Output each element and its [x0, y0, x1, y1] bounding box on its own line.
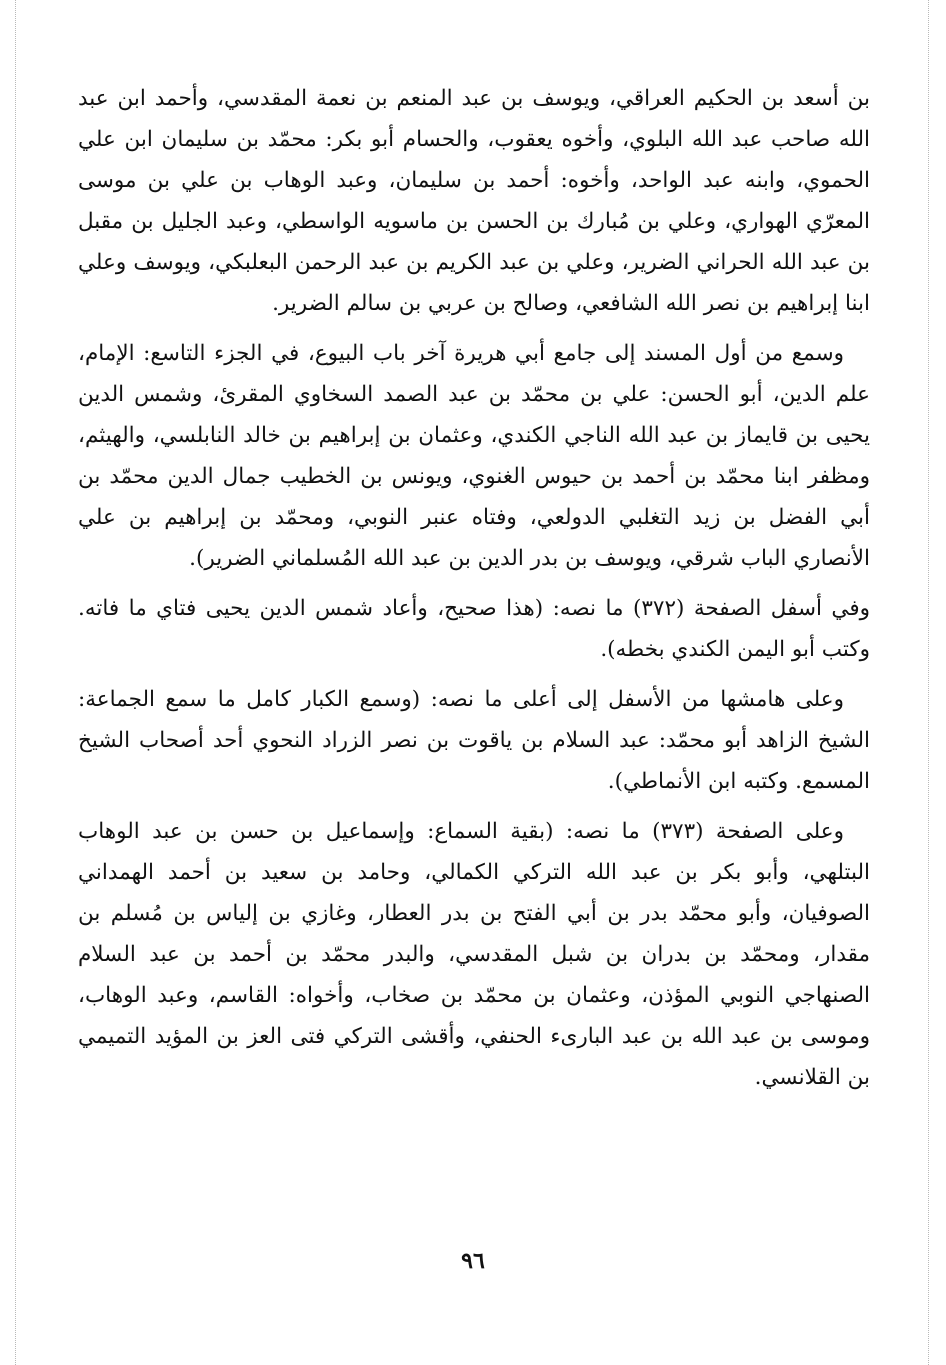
paragraph-2: وسمع من أول المسند إلى جامع أبي هريرة آخر باب البيوع، في الجزء التاسع: الإمام، علم الدين، أبو الحسن: علي بن محمّد بن عبد الصمد السخاوي المقرئ، وشمس الدين يحيى بن قايماز بن عبد الله الناجي الكندي، وعثمان بن إبراهيم بن خالد النابلسي، والهيثم، ومظفر ابنا محمّد بن أحمد بن حيوس الغنوي، ويونس بن الخطيب جمال الدين محمّد بن أبي الفضل بن زيد التغلبي الدولعي، وفتاه عنبر النوبي، ومحمّد بن إبراهيم بن علي الأنصاري الباب شرقي، ويوسف بن بدر الدين بن عبد الله المُسلماني الضرير).: [78, 341, 870, 571]
body-text: [78, 78, 870, 1107]
paragraph-3: وفي أسفل الصفحة (٣٧٢) ما نصه: (هذا صحيح، وأعاد شمس الدين يحيى فتاي ما فاته. وكتب أبو اليمن الكندي بخطه).: [78, 596, 870, 662]
scan-edge-right: [928, 0, 929, 1365]
paragraph-1: بن أسعد بن الحكيم العراقي، ويوسف بن عبد المنعم بن نعمة المقدسي، وأحمد ابن عبد الله صاحب عبد الله البلوي، وأخوه يعقوب، والحسام أبو بكر: محمّد بن سليمان ابن علي الحموي، وابنه عبد الواحد، وأخوه: أحمد بن سليمان، وعبد الوهاب بن علي بن موسى المعرّي الهواري، وعلي بن مُبارك بن الحسن بن ماسويه الواسطي، وعبد الجليل بن مقبل بن عبد الله الحراني الضرير، وعلي بن عبد الكريم بن عبد الرحمن البعلبكي، ويوسف وعلي ابنا إبراهيم بن نصر الله الشافعي، وصالح بن عربي بن سالم الضرير.: [78, 86, 870, 316]
page-number: ٩٦: [461, 1248, 485, 1274]
paragraph-5: وعلى الصفحة (٣٧٣) ما نصه: (بقية السماع: وإسماعيل بن حسن بن عبد الوهاب البتلهي، وأبو بكر بن عبد الله التركي الكمالي، وحامد بن سعيد بن أحمد الهمداني الصوفيان، وأبو محمّد بدر بن أبي الفتح بن بدر العطار، وغازي بن إلياس بن مُسلم بن مقدار، ومحمّد بن بدران بن شبل المقدسي، والبدر محمّد بن أحمد بن عبد السلام الصنهاجي النوبي المؤذن، وعثمان بن محمّد بن صخاب، وأخواه: القاسم، وعبد الوهاب، وموسى بن عبد الله بن عبد البارىء الحنفي، وأقشى التركي فتى العز بن المؤيد التميمي بن القلانسي.: [78, 819, 870, 1090]
scan-edge-left: [15, 0, 16, 1365]
paragraph-4: وعلى هامشها من الأسفل إلى أعلى ما نصه: (وسمع الكبار كامل ما سمع الجماعة: الشيخ الزاهد أبو محمّد: عبد السلام بن ياقوت بن نصر الزراد النحوي أحد أصحاب الشيخ المسمع. وكتبه ابن الأنماطي).: [78, 687, 870, 794]
